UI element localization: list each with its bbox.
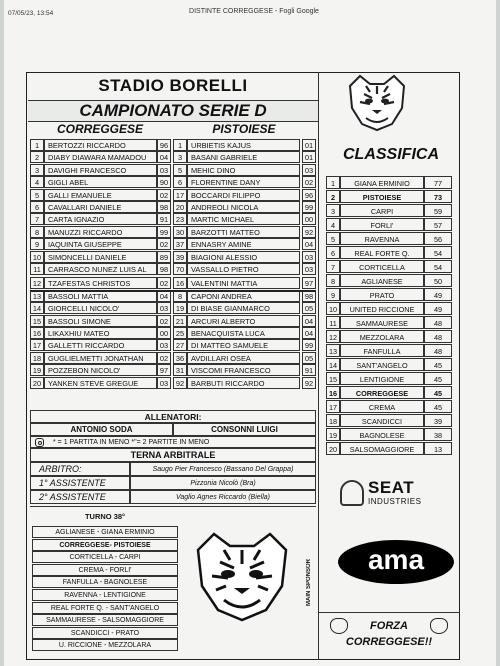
starters-divider [30, 290, 316, 292]
standings-team: SAMMAURESE [340, 316, 424, 329]
standings-row [326, 190, 452, 203]
seat-icon [340, 480, 364, 506]
standings-points: 38 [424, 428, 452, 441]
referee-role: 1° ASSISTENTE [30, 476, 130, 490]
away-player-name: BASANI GABRIELE [187, 151, 300, 163]
standings-points: 49 [424, 302, 452, 315]
turno-title: TURNO 38° [84, 512, 126, 521]
away-player-name: BENACQUISTA LUCA [187, 327, 300, 339]
away-player-name: BARBUTI RICCARDO [187, 377, 300, 389]
away-player-name: VALENTINI MATTIA [187, 277, 300, 289]
standings-points: 13 [424, 442, 452, 455]
home-player-year: 02 [157, 277, 171, 289]
home-player-name: LIKAXHIU MATEO [44, 327, 157, 339]
home-player-year: 89 [157, 251, 171, 263]
tiger-small-left-icon [330, 618, 348, 634]
away-player-name: BOCCARDI FILIPPO [187, 189, 300, 201]
home-player-name: BASSOLI SIMONE [44, 315, 157, 327]
away-player-year: 01 [302, 151, 316, 163]
standings-team: PRATO [340, 288, 424, 301]
home-shirt-number: 7 [30, 213, 44, 225]
column-divider [318, 72, 319, 462]
away-player-year: 99 [302, 339, 316, 351]
away-player-name: URBIETIS KAJUS [187, 139, 300, 151]
home-player-name: BASSOLI MATTIA [44, 290, 157, 302]
home-shirt-number: 4 [30, 176, 44, 188]
turno-match: CREMA - FORLI' [32, 564, 178, 576]
standings-team: SANT'ANGELO [340, 358, 424, 371]
standings-team: CREMA [340, 400, 424, 413]
ama-text: ama [367, 544, 425, 575]
home-player-year: 02 [157, 315, 171, 327]
home-player-name: MANUZZI RICCARDO [44, 226, 157, 238]
standings-points: 73 [424, 190, 452, 203]
standings-position: 1 [326, 176, 340, 189]
footer-line1: FORZA [370, 620, 408, 632]
standings-points: 54 [424, 260, 452, 273]
tiger-logo-icon [342, 72, 412, 132]
standings-position: 9 [326, 288, 340, 301]
lineup-row [30, 327, 316, 339]
away-player-name: ANDREOLI NICOLA [187, 201, 300, 213]
home-coach: ANTONIO SODA [30, 423, 173, 436]
standings-position: 8 [326, 274, 340, 287]
home-player-name: GIGLI ABEL [44, 176, 157, 188]
away-shirt-number: 5 [173, 164, 187, 176]
home-player-name: GUGLIELMETTI JONATHAN [44, 352, 157, 364]
away-player-year: 91 [302, 364, 316, 376]
referee-role: ARBITRO: [30, 462, 130, 476]
home-player-name: GIORCELLI NICOLO' [44, 302, 157, 314]
away-shirt-number: 17 [173, 189, 187, 201]
home-player-name: IAQUINTA GIUSEPPE [44, 238, 157, 250]
standings-points: 77 [424, 176, 452, 189]
lineup-row [30, 176, 316, 188]
turno-match: SCANDICCI - PRATO [32, 627, 178, 639]
referees-title: TERNA ARBITRALE [30, 448, 316, 462]
lineup-row [30, 226, 316, 238]
standings-row [326, 400, 452, 413]
column-divider-lower [318, 462, 319, 660]
home-shirt-number: 11 [30, 263, 44, 275]
home-shirt-number: 14 [30, 302, 44, 314]
standings-points: 45 [424, 386, 452, 399]
referee-role: 2° ASSISTENTE [30, 490, 130, 504]
standings-team: CORTICELLA [340, 260, 424, 273]
standings-position: 15 [326, 372, 340, 385]
footer-divider [318, 612, 460, 613]
away-shirt-number: 30 [173, 226, 187, 238]
lineup-row [30, 339, 316, 351]
section-divider [30, 506, 316, 507]
away-player-year: 97 [302, 277, 316, 289]
away-shirt-number: 37 [173, 238, 187, 250]
standings-team: UNITED RICCIONE [340, 302, 424, 315]
standings-position: 10 [326, 302, 340, 315]
seat-brand: SEAT [368, 478, 415, 497]
tiger-mascot-icon [186, 528, 298, 624]
standings-position: 3 [326, 204, 340, 217]
lineup-row [30, 238, 316, 250]
away-player-year: 03 [302, 263, 316, 275]
home-shirt-number: 13 [30, 290, 44, 302]
standings-row [326, 176, 452, 189]
home-shirt-number: 19 [30, 364, 44, 376]
away-shirt-number: 21 [173, 315, 187, 327]
home-player-name: DIABY DIAWARA MAMADOU [44, 151, 157, 163]
away-player-name: DI MATTEO SAMUELE [187, 339, 300, 351]
away-shirt-number: 36 [173, 352, 187, 364]
standings-row [326, 274, 452, 287]
print-date: 07/05/23, 13:54 [8, 10, 54, 17]
standings-position: 18 [326, 414, 340, 427]
away-team-header: PISTOIESE [212, 122, 276, 136]
home-shirt-number: 17 [30, 339, 44, 351]
away-player-year: 96 [302, 189, 316, 201]
away-player-year: 04 [302, 238, 316, 250]
turno-match: SAMMAURESE - SALSOMAGGIORE [32, 614, 178, 626]
home-player-name: GALLI EMANUELE [44, 189, 157, 201]
away-player-year: 04 [302, 327, 316, 339]
home-player-year: 03 [157, 377, 171, 389]
home-shirt-number: 18 [30, 352, 44, 364]
home-player-year: 00 [157, 327, 171, 339]
standings-points: 39 [424, 414, 452, 427]
standings-row [326, 288, 452, 301]
turno-match: CORTICELLA - CARPI [32, 551, 178, 563]
away-player-year: 01 [302, 139, 316, 151]
standings-team: MEZZOLARA [340, 330, 424, 343]
standings-position: 13 [326, 344, 340, 357]
referee-name: Saugo Pier Francesco (Bassano Del Grappa) [130, 462, 316, 476]
standings-team: CORREGGESE [340, 386, 424, 399]
away-shirt-number: 16 [173, 277, 187, 289]
standings-points: 45 [424, 400, 452, 413]
away-player-year: 99 [302, 201, 316, 213]
away-player-name: CAPONI ANDREA [187, 290, 300, 302]
standings-points: 56 [424, 232, 452, 245]
away-shirt-number: 8 [173, 290, 187, 302]
away-shirt-number: 20 [173, 201, 187, 213]
standings-points: 48 [424, 316, 452, 329]
home-player-name: CAVALLARI DANIELE [44, 201, 157, 213]
home-player-year: 04 [157, 290, 171, 302]
turno-match: REAL FORTE Q. - SANT'ANGELO [32, 602, 178, 614]
away-player-name: MARTIC MICHAEL [187, 213, 300, 225]
standings-team: RAVENNA [340, 232, 424, 245]
standings-row [326, 218, 452, 231]
standings-row [326, 204, 452, 217]
standings-points: 48 [424, 330, 452, 343]
home-shirt-number: 1 [30, 139, 44, 151]
standings-team: AGLIANESE [340, 274, 424, 287]
stadium-title: STADIO BORELLI [98, 76, 248, 95]
standings-row [326, 302, 452, 315]
home-shirt-number: 16 [30, 327, 44, 339]
standings-points: 45 [424, 372, 452, 385]
away-player-year: 05 [302, 352, 316, 364]
standings-row [326, 442, 452, 455]
standings-team: SCANDICCI [340, 414, 424, 427]
lineup-row [30, 364, 316, 376]
legend-text: * = 1 PARTITA IN MENO *"= 2 PARTITE IN MENO [53, 439, 210, 446]
away-shirt-number: 92 [173, 377, 187, 389]
home-shirt-number: 15 [30, 315, 44, 327]
away-player-name: AVDILLARI OSEA [187, 352, 300, 364]
home-player-year: 02 [157, 352, 171, 364]
standings-team: SALSOMAGGIORE [340, 442, 424, 455]
standings-row [326, 316, 452, 329]
lineup-row [30, 201, 316, 213]
standings-position: 11 [326, 316, 340, 329]
standings-points: 45 [424, 358, 452, 371]
home-shirt-number: 6 [30, 201, 44, 213]
turno-match: RAVENNA - LENTIGIONE [32, 589, 178, 601]
standings-row [326, 414, 452, 427]
lineup-row [30, 213, 316, 225]
home-player-year: 03 [157, 302, 171, 314]
home-shirt-number: 5 [30, 189, 44, 201]
home-player-year: 96 [157, 139, 171, 151]
standings-row [326, 260, 452, 273]
instagram-icon [35, 438, 44, 447]
away-player-year: 04 [302, 315, 316, 327]
home-shirt-number: 3 [30, 164, 44, 176]
standings-team: LENTIGIONE [340, 372, 424, 385]
home-player-name: CARRASCO NUNEZ LUIS AL [44, 263, 157, 275]
home-player-name: BERTOZZI RICCARDO [44, 139, 157, 151]
standings-row [326, 246, 452, 259]
standings-points: 59 [424, 204, 452, 217]
home-player-name: POZZEBON NICOLO' [44, 364, 157, 376]
away-shirt-number: 27 [173, 339, 187, 351]
home-player-year: 02 [157, 238, 171, 250]
standings-points: 50 [424, 274, 452, 287]
standings-position: 19 [326, 428, 340, 441]
away-player-name: BIAGIONI ALESSIO [187, 251, 300, 263]
standings-team: FANFULLA [340, 344, 424, 357]
lineup-row [30, 139, 316, 151]
away-shirt-number: 19 [173, 302, 187, 314]
away-player-name: MEHIC DINO [187, 164, 300, 176]
ama-logo [338, 540, 454, 584]
away-player-name: FLORENTINE DANY [187, 176, 300, 188]
away-player-name: ARCURI ALBERTO [187, 315, 300, 327]
away-player-year: 03 [302, 251, 316, 263]
home-player-name: YANKEN STEVE GREGUE [44, 377, 157, 389]
lineup-row [30, 315, 316, 327]
lineup-row [30, 377, 316, 389]
standings-position: 6 [326, 246, 340, 259]
away-player-year: 00 [302, 213, 316, 225]
standings-row [326, 232, 452, 245]
standings-team: FORLI' [340, 218, 424, 231]
championship-title: CAMPIONATO SERIE D [28, 100, 318, 122]
standings-team: BAGNOLESE [340, 428, 424, 441]
home-player-year: 99 [157, 226, 171, 238]
lineup-row [30, 189, 316, 201]
standings-position: 2 [326, 190, 340, 203]
away-player-year: 02 [302, 176, 316, 188]
standings-points: 57 [424, 218, 452, 231]
away-player-year: 92 [302, 226, 316, 238]
away-shirt-number: 6 [173, 176, 187, 188]
standings-position: 14 [326, 358, 340, 371]
away-shirt-number: 31 [173, 364, 187, 376]
standings-points: 48 [424, 344, 452, 357]
standings-row [326, 330, 452, 343]
standings-position: 16 [326, 386, 340, 399]
away-coach: CONSONNI LUIGI [173, 423, 316, 436]
lineup-row [30, 263, 316, 275]
lineup-row [30, 352, 316, 364]
home-player-year: 04 [157, 151, 171, 163]
standings-position: 7 [326, 260, 340, 273]
turno-match: AGLIANESE - GIANA ERMINIO [32, 526, 178, 538]
home-player-year: 02 [157, 189, 171, 201]
referee-name: Pizzonia Nicolò (Bra) [130, 476, 316, 490]
away-player-name: ENNASRY AMINE [187, 238, 300, 250]
standings-position: 12 [326, 330, 340, 343]
home-player-name: CARTA IGNAZIO [44, 213, 157, 225]
standings-team: REAL FORTE Q. [340, 246, 424, 259]
standings-title: CLASSIFICA [343, 146, 439, 163]
standings-position: 5 [326, 232, 340, 245]
lineup-row [30, 277, 316, 289]
referee-name: Vaglio Agnes Riccardo (Biella) [130, 490, 316, 504]
lineup-row [30, 251, 316, 263]
seat-subtitle: INDUSTRIES [368, 497, 422, 506]
home-player-year: 98 [157, 263, 171, 275]
away-player-year: 98 [302, 290, 316, 302]
standings-row [326, 386, 452, 399]
away-shirt-number: 23 [173, 213, 187, 225]
away-shirt-number: 25 [173, 327, 187, 339]
main-sponsor-label: MAIN SPONSOR [306, 558, 312, 606]
lineup-row [30, 151, 316, 163]
home-shirt-number: 12 [30, 277, 44, 289]
lineup-row [30, 302, 316, 314]
home-player-year: 90 [157, 176, 171, 188]
print-title: DISTINTE CORREGGESE - Fogli Google [189, 8, 319, 15]
home-team-header: CORREGGESE [56, 122, 143, 136]
standings-position: 17 [326, 400, 340, 413]
coaches-title: ALLENATORI: [30, 410, 316, 423]
home-player-year: 97 [157, 364, 171, 376]
away-player-year: 92 [302, 377, 316, 389]
standings-team: CARPI [340, 204, 424, 217]
home-player-name: TZAFESTAS CHRISTOS [44, 277, 157, 289]
home-player-name: DAVIGHI FRANCESCO [44, 164, 157, 176]
tiger-small-right-icon [430, 618, 448, 634]
standings-team: PISTOIESE [340, 190, 424, 203]
home-shirt-number: 10 [30, 251, 44, 263]
standings-row [326, 344, 452, 357]
away-shirt-number: 3 [173, 151, 187, 163]
home-player-year: 91 [157, 213, 171, 225]
standings-position: 20 [326, 442, 340, 455]
away-player-year: 05 [302, 302, 316, 314]
home-shirt-number: 9 [30, 238, 44, 250]
away-shirt-number: 39 [173, 251, 187, 263]
home-player-year: 03 [157, 339, 171, 351]
home-player-name: GALLETTI RICCARDO [44, 339, 157, 351]
away-player-name: BARZOTTI MATTEO [187, 226, 300, 238]
away-shirt-number: 1 [173, 139, 187, 151]
standings-row [326, 428, 452, 441]
legend-row [30, 436, 316, 448]
home-shirt-number: 8 [30, 226, 44, 238]
away-player-name: VASSALLO PIETRO [187, 263, 300, 275]
standings-row [326, 372, 452, 385]
lineup-row [30, 164, 316, 176]
home-shirt-number: 20 [30, 377, 44, 389]
standings-points: 54 [424, 246, 452, 259]
turno-match: CORREGGESE- PISTOIESE [32, 539, 178, 551]
away-player-name: VISCOMI FRANCESCO [187, 364, 300, 376]
standings-position: 4 [326, 218, 340, 231]
standings-row [326, 358, 452, 371]
away-shirt-number: 70 [173, 263, 187, 275]
turno-match: U. RICCIONE - MEZZOLARA [32, 639, 178, 651]
home-player-year: 98 [157, 201, 171, 213]
home-shirt-number: 2 [30, 151, 44, 163]
home-player-name: SIMONCELLI DANIELE [44, 251, 157, 263]
home-player-year: 03 [157, 164, 171, 176]
turno-match: FANFULLA - BAGNOLESE [32, 576, 178, 588]
footer-line2: CORREGGESE!! [345, 636, 433, 648]
away-player-year: 03 [302, 164, 316, 176]
away-player-name: DI BIASE GIANMARCO [187, 302, 300, 314]
standings-points: 49 [424, 288, 452, 301]
standings-team: GIANA ERMINIO [340, 176, 424, 189]
